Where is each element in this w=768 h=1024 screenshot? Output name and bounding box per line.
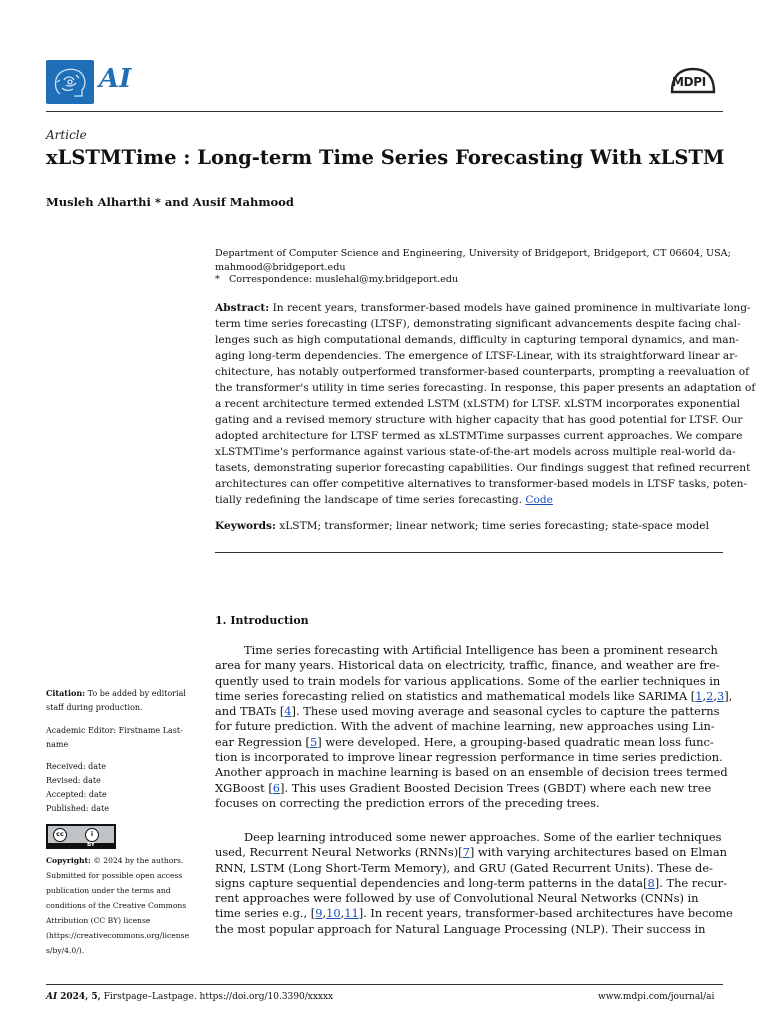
- paragraph-line: [215, 658, 725, 673]
- paragraph-line: [215, 922, 725, 937]
- abstract-line: [215, 396, 740, 412]
- citation-link[interactable]: 9: [315, 906, 323, 921]
- abstract-text: gating and a revised memory structure with higher capacity that has good potential for LTSF. Our: [215, 414, 743, 426]
- abstract-line: [215, 444, 736, 460]
- footer-journal: AI: [46, 992, 58, 1002]
- paragraph-line: [215, 735, 725, 750]
- abstract-line: [215, 348, 738, 364]
- attribution-icon: i: [85, 828, 99, 842]
- paragraph-text: area for many years. Historical data on electricity, traffic, finance, and weather are fre-: [215, 658, 720, 673]
- abstract-line: [215, 492, 723, 508]
- affiliation-line-1: Department of Computer Science and Engineering, University of Bridgeport, Bridgeport, CT 06604, USA;: [215, 248, 731, 259]
- paragraph-text: Another approach in machine learning is based on an ensemble of decision trees termed: [215, 765, 728, 780]
- intro-paragraph-1: [215, 643, 733, 811]
- abstract-text: tially redefining the landscape of time series forecasting.: [215, 494, 523, 506]
- academic-editor-block: [46, 724, 196, 752]
- copyright-line-2: Submitted for possible open access: [46, 871, 183, 880]
- abstract-text: adopted architecture for LTSF termed as xLSTMTime surpasses current approaches. We compare: [215, 430, 743, 442]
- abstract-label: Abstract:: [215, 302, 270, 314]
- accepted-date: Accepted: date: [46, 790, 107, 799]
- keywords: [215, 520, 709, 532]
- paragraph-text: tion is incorporated to improve linear regression performance in time series prediction.: [215, 750, 723, 765]
- abstract-text: term time series forecasting (LTSF), demonstrating significant advancements despite facing chal-: [215, 318, 741, 330]
- paragraph-text: time series e.g., [: [215, 906, 316, 921]
- paragraph-line: time series e.g., [9,10,11]. In recent years, transformer-based architectures have become: [215, 906, 733, 921]
- abstract-line: [215, 412, 743, 428]
- citation-link[interactable]: 3: [717, 688, 725, 703]
- paragraph-text: ] were developed. Here, a grouping-based quadratic mean loss func-: [317, 734, 714, 749]
- footer-pages-doi[interactable]: Firstpage–Lastpage. https://doi.org/10.3390/xxxxx: [103, 992, 334, 1002]
- academic-editor-line-2: name: [46, 740, 69, 749]
- published-date: Published: date: [46, 804, 109, 813]
- header-divider: [46, 111, 723, 112]
- abstract-line: [215, 300, 751, 316]
- cc-icon: cc: [53, 828, 67, 842]
- citation-link[interactable]: 7: [462, 845, 470, 860]
- paragraph-line: [215, 891, 725, 906]
- paragraph-text: ] with varying architectures based on Elman: [469, 845, 727, 860]
- footer-year-volume: 2024, 5,: [60, 992, 101, 1002]
- affiliation-line-2: mahmood@bridgeport.edu: [215, 262, 346, 273]
- dates-block: [46, 760, 196, 816]
- copyright-line-4: conditions of the Creative Commons: [46, 901, 187, 910]
- license-link-line-2[interactable]: s/by/4.0/).: [46, 946, 85, 955]
- copyright-line-3: publication under the terms and: [46, 886, 171, 895]
- paragraph-text: ]. In recent years, transformer-based architectures have become: [358, 906, 733, 921]
- citation-link[interactable]: 2: [706, 688, 714, 703]
- abstract-line: [215, 316, 741, 332]
- citation-link[interactable]: 11: [344, 906, 359, 921]
- paragraph-line: [215, 719, 725, 734]
- abstract-line: [215, 460, 751, 476]
- paragraph-text: Deep learning introduced some newer approaches. Some of the earlier techniques: [244, 830, 722, 844]
- article-type: Article: [46, 128, 87, 142]
- paragraph-line: [215, 876, 725, 891]
- citation-link[interactable]: 4: [284, 704, 292, 719]
- abstract-text: lenges such as high computational demands, difficulty in capturing temporal dynamics, and man-: [215, 334, 739, 346]
- paragraph-text: ]. This uses Gradient Boosted Decision Trees (GBDT) where each new tree: [280, 780, 712, 795]
- paragraph-line: [215, 861, 725, 876]
- license-link-line-1[interactable]: (https://creativecommons.org/license: [46, 931, 190, 940]
- cc-by-label: BY: [87, 842, 95, 848]
- journal-logo-icon: [46, 60, 94, 104]
- paragraph-text: for future prediction. With the advent of machine learning, new approaches using Lin-: [215, 719, 715, 734]
- paragraph-line: [215, 674, 725, 689]
- abstract-line: [215, 476, 748, 492]
- paragraph-text: the most popular approach for Natural Language Processing (NLP). Their success in: [215, 921, 706, 936]
- code-link[interactable]: Code: [525, 494, 553, 506]
- abstract-text: the transformer's utility in time series forecasting. In response, this paper presents an adaptation of: [215, 382, 756, 394]
- abstract: [215, 300, 756, 508]
- copyright-block: [46, 853, 196, 958]
- cc-by-license-icon[interactable]: [46, 824, 116, 849]
- citation-block: [46, 686, 196, 715]
- paragraph-text: rent approaches were followed by use of Convolutional Neural Networks (CNNs) in: [215, 891, 699, 906]
- copyright-line-1: © 2024 by the authors.: [93, 856, 184, 865]
- paragraph-text: Time series forecasting with Artificial Intelligence has been a prominent research: [244, 643, 718, 657]
- paragraph-line: [215, 765, 728, 780]
- abstract-line: [215, 364, 749, 380]
- abstract-divider: [215, 552, 723, 553]
- paragraph-text: ]. These used moving average and seasonal cycles to capture the patterns: [291, 704, 720, 719]
- citation-link[interactable]: 6: [272, 780, 281, 795]
- keywords-label: Keywords:: [215, 520, 276, 532]
- citation-link[interactable]: 1: [695, 688, 703, 703]
- paragraph-text: ],: [724, 688, 733, 703]
- intro-paragraph-2: [215, 830, 733, 937]
- paragraph-line: [215, 796, 725, 811]
- paragraph-line: [215, 750, 725, 765]
- correspondence-text: Correspondence: muslehal@my.bridgeport.edu: [228, 274, 459, 285]
- keywords-text: xLSTM; transformer; linear network; time series forecasting; state-space model: [279, 520, 709, 532]
- paragraph-text: time series forecasting relied on statistics and mathematical models like SARIMA [: [215, 688, 696, 703]
- paragraph-text: and TBATs [: [215, 704, 285, 719]
- paragraph-line: time series forecasting relied on statistics and mathematical models like SARIMA [1,2,3],: [215, 688, 733, 703]
- mdpi-logo-text: MDPI: [672, 75, 706, 89]
- paragraph-text: ]. The recur-: [654, 875, 727, 890]
- footer-journal-url[interactable]: www.mdpi.com/journal/ai: [598, 992, 715, 1002]
- footer-citation: [46, 992, 333, 1002]
- article-authors: Musleh Alharthi * and Ausif Mahmood: [46, 195, 294, 209]
- correspondence-line: [215, 273, 725, 287]
- copyright-line-5: Attribution (CC BY) license: [46, 916, 151, 925]
- abstract-text: In recent years, transformer-based models have gained prominence in multivariate long-: [272, 302, 751, 314]
- paragraph-text: XGBoost [: [215, 780, 273, 795]
- journal-name: AI: [99, 64, 132, 94]
- abstract-text: a recent architecture termed extended LSTM (xLSTM) for LTSF. xLSTM incorporates exponential: [215, 398, 740, 410]
- academic-editor-line-1: Academic Editor: Firstname Last-: [46, 726, 183, 735]
- abstract-text: architectures can offer competitive alternatives to transformer-based models in LTSF tasks, poten-: [215, 478, 748, 490]
- received-date: Received: date: [46, 762, 106, 771]
- citation-line-1: To be added by editorial: [87, 689, 186, 698]
- paragraph-line: [215, 830, 725, 845]
- paragraph-line: [215, 643, 725, 658]
- abstract-text: tasets, demonstrating superior forecasting capabilities. Our findings suggest that refined recurrent: [215, 462, 751, 474]
- citation-label: Citation:: [46, 688, 86, 698]
- paragraph-text: focuses on correcting the prediction errors of the preceding trees.: [215, 795, 600, 810]
- article-title: xLSTMTime : Long-term Time Series Forecasting With xLSTM: [46, 146, 725, 169]
- footer-divider: [46, 984, 723, 985]
- citation-link[interactable]: 10: [326, 906, 341, 921]
- revised-date: Revised: date: [46, 776, 101, 785]
- abstract-text: xLSTMTime's performance against various state-of-the-art models across multiple real-world da-: [215, 446, 736, 458]
- abstract-text: aging long-term dependencies. The emergence of LTSF-Linear, with its straightforward linear ar-: [215, 350, 738, 362]
- citation-link[interactable]: 8: [647, 875, 655, 890]
- correspondence-marker: *: [215, 274, 220, 285]
- abstract-text: chitecture, has notably outperformed transformer-based counterparts, prompting a reevaluation of: [215, 366, 749, 378]
- paragraph-line: [215, 845, 725, 860]
- copyright-label: Copyright:: [46, 856, 91, 865]
- paragraph-line: [215, 781, 725, 796]
- citation-link[interactable]: 5: [310, 734, 318, 749]
- paragraph-text: quently used to train models for various applications. Some of the earlier techniques in: [215, 673, 721, 688]
- paragraph-text: signs capture sequential dependencies and long-term patterns in the data[: [215, 875, 648, 890]
- citation-line-2: staff during production.: [46, 703, 143, 712]
- section-heading: 1. Introduction: [215, 614, 309, 627]
- paragraph-line: [215, 704, 725, 719]
- paragraph-text: ear Regression [: [215, 734, 310, 749]
- paragraph-text: RNN, LSTM (Long Short-Term Memory), and GRU (Gated Recurrent Units). These de-: [215, 860, 713, 875]
- abstract-line: [215, 428, 743, 444]
- abstract-line: [215, 332, 739, 348]
- abstract-line: [215, 380, 756, 396]
- paragraph-text: used, Recurrent Neural Networks (RNNs)[: [215, 845, 463, 860]
